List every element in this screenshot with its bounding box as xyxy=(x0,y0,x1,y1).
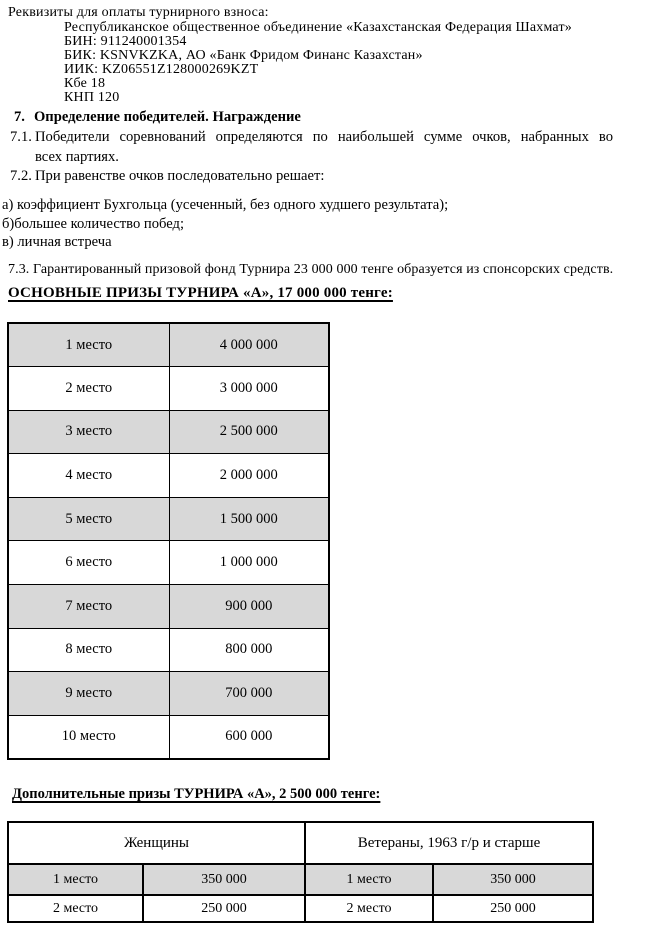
place-cell: 7 место xyxy=(8,585,169,629)
amount-cell: 350 000 xyxy=(143,864,305,895)
payment-line-kbe: Кбе 18 xyxy=(64,76,106,91)
table-row xyxy=(8,715,329,759)
clause-7-1-line2: всех партиях. xyxy=(35,149,119,165)
clause-7-1-line1: Победители соревнований определяются по наибольшей сумме очков, набранных во xyxy=(35,129,613,145)
criteria-item-a: а) коэффициент Бухгольца (усеченный, без одного худшего результата); xyxy=(2,197,449,213)
amount-cell: 3 000 000 xyxy=(169,367,329,411)
criteria-item-v: в) личная встреча xyxy=(2,234,112,251)
table-row xyxy=(8,628,329,672)
clause-7-3: 7.3. Гарантированный призовой фонд Турнира 23 000 000 тенге образуется из спонсорских средств. xyxy=(8,262,614,277)
clause-7-2-number: 7.2. xyxy=(10,168,32,184)
table-row xyxy=(8,323,329,367)
amount-cell: 2 000 000 xyxy=(169,454,329,498)
amount-cell: 350 000 xyxy=(433,864,593,895)
main-prizes-table xyxy=(7,322,330,760)
tiebreak-criteria-list xyxy=(2,196,642,252)
place-cell: 2 место xyxy=(8,367,169,411)
place-cell: 3 место xyxy=(8,410,169,454)
table-row xyxy=(8,541,329,585)
table-row xyxy=(8,367,329,411)
additional-prizes-heading: Дополнительные призы ТУРНИРА «А», 2 500 000 тенге: xyxy=(12,786,381,802)
place-cell: 2 место xyxy=(8,895,143,922)
table-row xyxy=(8,895,593,922)
section7-heading-text: Определение победителей. Награждение xyxy=(33,109,301,125)
amount-cell: 1 500 000 xyxy=(169,497,329,541)
place-cell: 10 место xyxy=(8,715,169,759)
table-row xyxy=(8,410,329,454)
main-prizes-heading: ОСНОВНЫЕ ПРИЗЫ ТУРНИРА «А», 17 000 000 тенге: xyxy=(8,285,393,301)
table-row xyxy=(8,672,329,716)
payment-line-organization: Республиканское общественное объединение «Казахстанская Федерация Шахмат» xyxy=(64,20,573,35)
payment-line-bin: БИН: 911240001354 xyxy=(64,34,187,49)
amount-cell: 900 000 xyxy=(169,585,329,629)
place-cell: 6 место xyxy=(8,541,169,585)
payment-requisites-intro: Реквизиты для оплаты турнирного взноса: xyxy=(8,5,269,20)
place-cell: 4 место xyxy=(8,454,169,498)
amount-cell: 1 000 000 xyxy=(169,541,329,585)
women-group-header: Женщины xyxy=(8,822,305,864)
clause-7-2-text: При равенстве очков последовательно решает: xyxy=(35,168,325,184)
place-cell: 1 место xyxy=(8,323,169,367)
payment-requisites-block xyxy=(64,21,572,105)
amount-cell: 4 000 000 xyxy=(169,323,329,367)
veterans-group-header: Ветераны, 1963 г/р и старше xyxy=(305,822,593,864)
criteria-item-b: б)большее количество побед; xyxy=(2,215,185,232)
amount-cell: 250 000 xyxy=(433,895,593,922)
place-cell: 1 место xyxy=(8,864,143,895)
section7-heading xyxy=(14,109,301,126)
section7-heading-number: 7. xyxy=(14,109,25,125)
amount-cell: 700 000 xyxy=(169,672,329,716)
place-cell: 2 место xyxy=(305,895,433,922)
group-header-row xyxy=(8,822,593,864)
place-cell: 9 место xyxy=(8,672,169,716)
clause-7-1 xyxy=(0,127,650,167)
payment-line-iik: ИИК: KZ06551Z128000269KZT xyxy=(64,62,259,77)
clause-7-1-body xyxy=(35,127,613,167)
payment-line-knp: КНП 120 xyxy=(64,90,120,105)
amount-cell: 2 500 000 xyxy=(169,410,329,454)
place-cell: 8 место xyxy=(8,628,169,672)
additional-prizes-table xyxy=(7,821,594,923)
place-cell: 1 место xyxy=(305,864,433,895)
table-row xyxy=(8,585,329,629)
table-row xyxy=(8,497,329,541)
clause-7-2 xyxy=(0,166,650,186)
place-cell: 5 место xyxy=(8,497,169,541)
payment-line-bik: БИК: KSNVKZKA, АО «Банк Фридом Финанс Казахстан» xyxy=(64,48,423,63)
clause-7-1-number: 7.1. xyxy=(10,129,32,145)
table-row xyxy=(8,454,329,498)
amount-cell: 800 000 xyxy=(169,628,329,672)
table-row xyxy=(8,864,593,895)
amount-cell: 250 000 xyxy=(143,895,305,922)
amount-cell: 600 000 xyxy=(169,715,329,759)
